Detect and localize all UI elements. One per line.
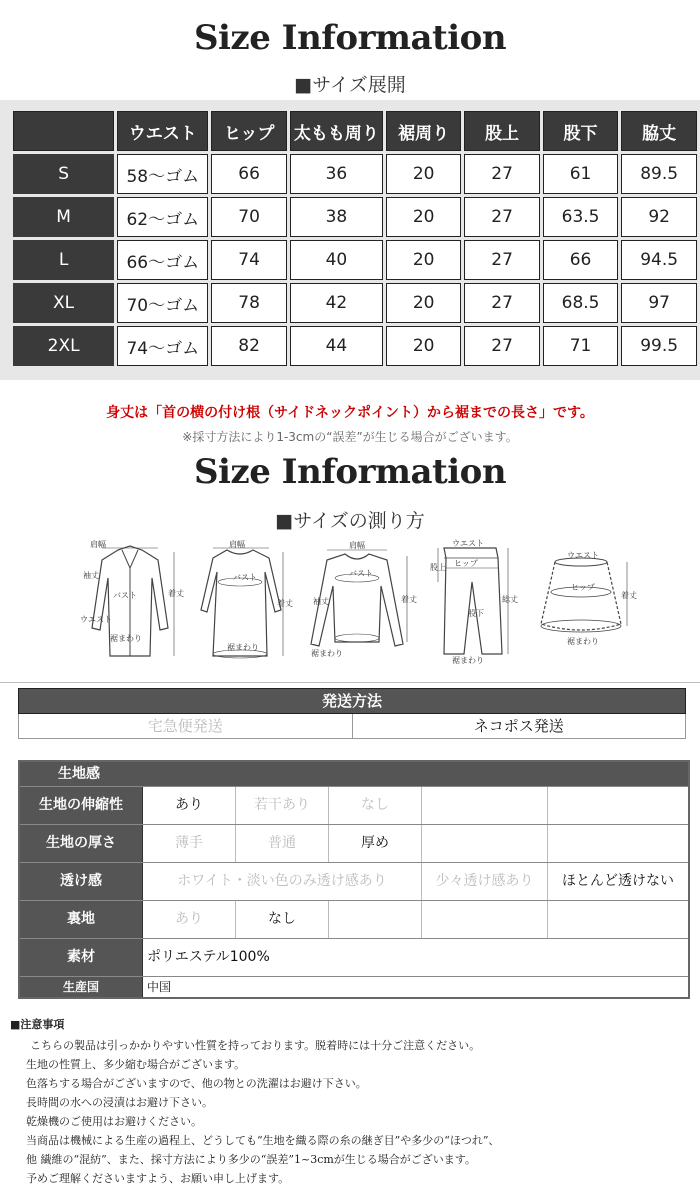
size-cell: 20 [386, 240, 461, 280]
size-label: 2XL [13, 326, 114, 366]
size-cell: 82 [211, 326, 286, 366]
coat-illustration [80, 538, 180, 666]
thickness-option-thin: 薄手 [143, 825, 236, 862]
caution-notes [10, 1016, 690, 1188]
skirt-hem-label: 裾まわり [567, 637, 599, 646]
size-cell: 78 [211, 283, 286, 323]
lining-option-no: なし [236, 901, 329, 938]
stretch-option-yes: あり [143, 787, 236, 824]
fabric-row-label: 生産国 [20, 977, 143, 997]
size-cell: 20 [386, 154, 461, 194]
shipping-option-nekopos: ネコポス発送 [473, 717, 564, 735]
size-cell: 70～ゴム [117, 283, 208, 323]
section-divider [0, 682, 700, 683]
size-cell: 61 [543, 154, 619, 194]
size-table-panel [0, 100, 700, 380]
caution-line: 長時間の水への浸漬はお避け下さい。 [26, 1096, 213, 1109]
caution-line: 乾燥機のご使用はお避けください。 [26, 1115, 202, 1128]
material-value: ポリエステル100% [147, 949, 270, 965]
shipping-options-row [18, 714, 686, 739]
top-length-label: 着丈 [401, 595, 417, 604]
top-hem-label: 裾まわり [311, 649, 343, 658]
top-diagram [305, 538, 415, 666]
skirt-hip-label: ヒップ [571, 583, 595, 592]
lining-option-yes: あり [143, 901, 236, 938]
dress-hem-label: 裾まわり [227, 643, 259, 652]
dress-length-label: 着丈 [277, 599, 293, 608]
size-cell: 66 [543, 240, 619, 280]
caution-line: 色落ちする場合がございますので、他の物との洗濯はお避け下さい。 [26, 1077, 367, 1090]
coat-waist-label: ウエスト [80, 615, 112, 624]
dress-diagram [195, 538, 293, 666]
empty-cell [422, 901, 548, 938]
dress-shoulder-label: 肩幅 [229, 540, 245, 549]
measurement-subtitle: ■サイズの測り方 [275, 510, 425, 532]
size-cell: 44 [290, 326, 383, 366]
thickness-option-normal: 普通 [236, 825, 329, 862]
thickness-option-thick: 厚め [329, 825, 422, 862]
fabric-row-label: 透け感 [20, 863, 143, 900]
sheer-option-light-colors: ホワイト・淡い色のみ透け感あり [143, 863, 422, 900]
empty-cell [548, 901, 688, 938]
size-cell: 94.5 [621, 240, 697, 280]
size-cell: 27 [464, 197, 539, 237]
size-row-xl [13, 283, 697, 323]
size-cell: 97 [621, 283, 697, 323]
size-cell: 58～ゴム [117, 154, 208, 194]
size-cell: 89.5 [621, 154, 697, 194]
fabric-row-label: 素材 [20, 939, 143, 976]
empty-cell [329, 901, 422, 938]
size-info-title-2: Size Information [193, 452, 507, 492]
top-shoulder-label: 肩幅 [349, 541, 365, 550]
origin-value: 中国 [147, 980, 172, 994]
pants-inseam-label: 股下 [468, 609, 484, 618]
size-label: M [13, 197, 114, 237]
coat-sleeve-label: 袖丈 [83, 571, 99, 580]
measurement-diagrams [80, 538, 640, 666]
fabric-row-stretch [20, 786, 688, 824]
fabric-header: 生地感 [20, 762, 688, 786]
size-header-hip: ヒップ [211, 111, 286, 151]
skirt-diagram [535, 538, 635, 666]
fabric-row-label: 裏地 [20, 901, 143, 938]
size-label: S [13, 154, 114, 194]
size-cell: 74 [211, 240, 286, 280]
size-cell: 36 [290, 154, 383, 194]
size-header-hem: 裾周り [386, 111, 461, 151]
shipping-header: 発送方法 [18, 688, 686, 714]
caution-line: 予めご理解くださいますよう、お願い申し上げます。 [26, 1172, 290, 1185]
fabric-row-thickness [20, 824, 688, 862]
pants-hem-label: 裾まわり [452, 656, 484, 665]
coat-bust-label: バスト [113, 591, 137, 600]
coat-hem-label: 裾まわり [110, 634, 142, 643]
empty-cell [422, 787, 548, 824]
size-cell: 38 [290, 197, 383, 237]
size-info-title: Size Information [193, 18, 507, 58]
size-header-blank [13, 111, 114, 151]
size-cell: 42 [290, 283, 383, 323]
size-cell: 99.5 [621, 326, 697, 366]
dress-bust-label: バスト [233, 573, 257, 582]
size-cell: 20 [386, 326, 461, 366]
fabric-info-box [18, 760, 690, 999]
size-cell: 20 [386, 283, 461, 323]
size-cell: 63.5 [543, 197, 619, 237]
empty-cell [548, 825, 688, 862]
size-cell: 62～ゴム [117, 197, 208, 237]
caution-line: こちらの製品は引っかかりやすい性質を持っております。脱着時には十分ご注意ください。 [30, 1039, 481, 1052]
fabric-row-material [20, 938, 688, 976]
fabric-row-sheerness [20, 862, 688, 900]
pants-rise-label: 股上 [430, 563, 446, 572]
size-cell: 66～ゴム [117, 240, 208, 280]
skirt-length-label: 着丈 [621, 591, 637, 600]
size-row-m [13, 197, 697, 237]
size-cell: 27 [464, 240, 539, 280]
size-cell: 40 [290, 240, 383, 280]
size-header-thigh: 太もも周り [290, 111, 383, 151]
empty-cell [422, 825, 548, 862]
pants-diagram [430, 538, 520, 666]
size-cell: 20 [386, 197, 461, 237]
stretch-option-no: なし [329, 787, 422, 824]
fabric-row-label: 生地の伸縮性 [20, 787, 143, 824]
sheer-option-slight: 少々透け感あり [422, 863, 548, 900]
size-row-l [13, 240, 697, 280]
caution-line: 当商品は機械による生産の過程上、どうしても“生地を織る際の糸の継ぎ目”や多少の“ほつれ”、 [26, 1134, 500, 1147]
coat-shoulder-label: 肩幅 [90, 540, 106, 549]
skirt-waist-label: ウエスト [567, 551, 599, 560]
size-cell: 74～ゴム [117, 326, 208, 366]
coat-length-label: 着丈 [168, 589, 184, 598]
length-definition-note: 身丈は「首の横の付け根（サイドネックポイント）から裾までの長さ」です。 [106, 405, 594, 421]
size-cell: 70 [211, 197, 286, 237]
size-cell: 66 [211, 154, 286, 194]
caution-title: ■注意事項 [10, 1018, 65, 1031]
pants-waist-label: ウエスト [452, 539, 484, 548]
empty-cell [548, 787, 688, 824]
size-row-2xl [13, 326, 697, 366]
size-cell: 71 [543, 326, 619, 366]
size-chart-subtitle: ■サイズ展開 [294, 74, 406, 96]
size-header-inseam: 股下 [543, 111, 619, 151]
coat-diagram [80, 538, 184, 666]
size-header-rise: 股上 [464, 111, 539, 151]
shipping-box [18, 688, 686, 739]
size-table-header-row [13, 111, 697, 151]
size-header-side-length: 脇丈 [621, 111, 697, 151]
size-label: XL [13, 283, 114, 323]
fabric-row-origin [20, 976, 688, 997]
caution-line: 生地の性質上、多少縮む場合がございます。 [26, 1058, 246, 1071]
top-sleeve-label: 袖丈 [313, 597, 329, 606]
fabric-row-label: 生地の厚さ [20, 825, 143, 862]
stretch-option-slight: 若干あり [236, 787, 329, 824]
size-label: L [13, 240, 114, 280]
size-row-s [13, 154, 697, 194]
pants-hip-label: ヒップ [454, 559, 478, 568]
size-table [10, 108, 700, 369]
top-bust-label: バスト [349, 569, 373, 578]
size-header-waist: ウエスト [117, 111, 208, 151]
measurement-error-note: ※採寸方法により1-3cmの“誤差”が生じる場合がございます。 [182, 430, 518, 444]
size-cell: 27 [464, 154, 539, 194]
fabric-row-lining [20, 900, 688, 938]
size-cell: 27 [464, 326, 539, 366]
size-cell: 27 [464, 283, 539, 323]
sheer-option-barely: ほとんど透けない [562, 873, 674, 889]
size-cell: 92 [621, 197, 697, 237]
size-cell: 68.5 [543, 283, 619, 323]
pants-length-label: 総丈 [502, 595, 518, 604]
shipping-option-takkyubin: 宅急便発送 [19, 714, 353, 738]
caution-line: 他 繊維の“混紡”、また、採寸方法により多少の“誤差”1~3cmが生じる場合がございます。 [26, 1153, 476, 1166]
